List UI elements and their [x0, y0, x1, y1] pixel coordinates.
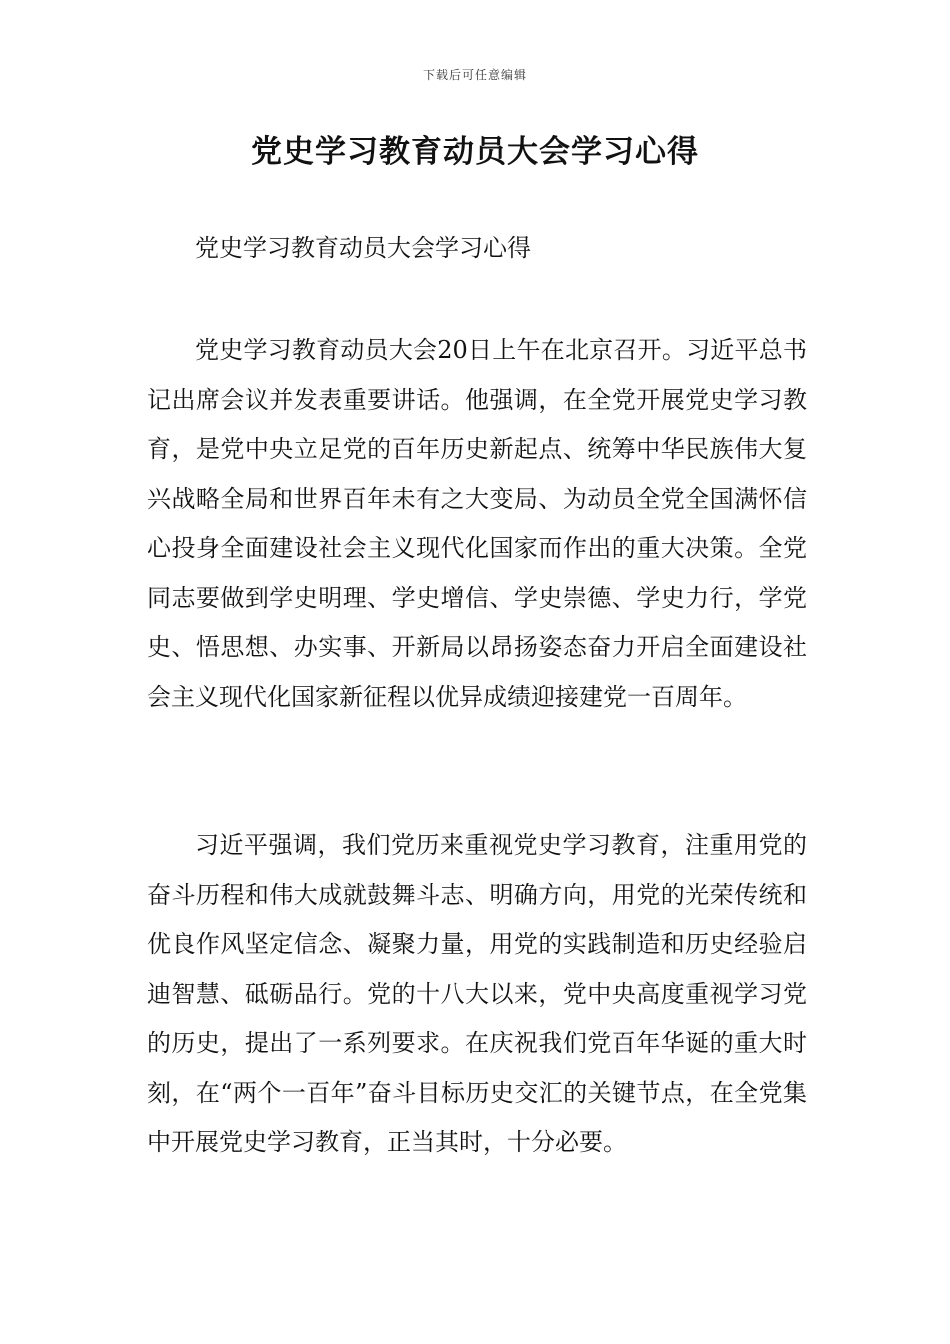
header-note: 下载后可任意编辑: [422, 68, 527, 82]
paragraph-1: 党史学习教育动员大会20日上午在北京召开。习近平总书记出席会议并发表重要讲话。他强调，在全党开展党史学习教育，是党中央立足党的百年历史新起点、统筹中华民族伟大复兴战略全局和世界百年未有之大变局、为动员全党全国满怀信心投身全面建设社会主义现代化国家而作出的重大决策。全党同志要做到学史明理、学史增信、学史崇德、学史力行，学党史、悟思想、办实事、开新局以昂扬姿态奋力开启全面建设社会主义现代化国家新征程以优异成绩迎接建党一百周年。: [147, 336, 807, 711]
paragraph-2: 习近平强调，我们党历来重视党史学习教育，注重用党的奋斗历程和伟大成就鼓舞斗志、明确方向，用党的光荣传统和优良作风坚定信念、凝聚力量，用党的实践制造和历史经验启迪智慧、砥砺品行。党的十八大以来，党中央高度重视学习党的历史，提出了一系列要求。在庆祝我们党百年华诞的重大时刻，在“两个一百年”奋斗目标历史交汇的关键节点，在全党集中开展党史学习教育，正当其时，十分必要。: [147, 831, 807, 1156]
document-subtitle: 党史学习教育动员大会学习心得: [195, 234, 531, 262]
document-title: 党史学习教育动员大会学习心得: [251, 134, 699, 170]
